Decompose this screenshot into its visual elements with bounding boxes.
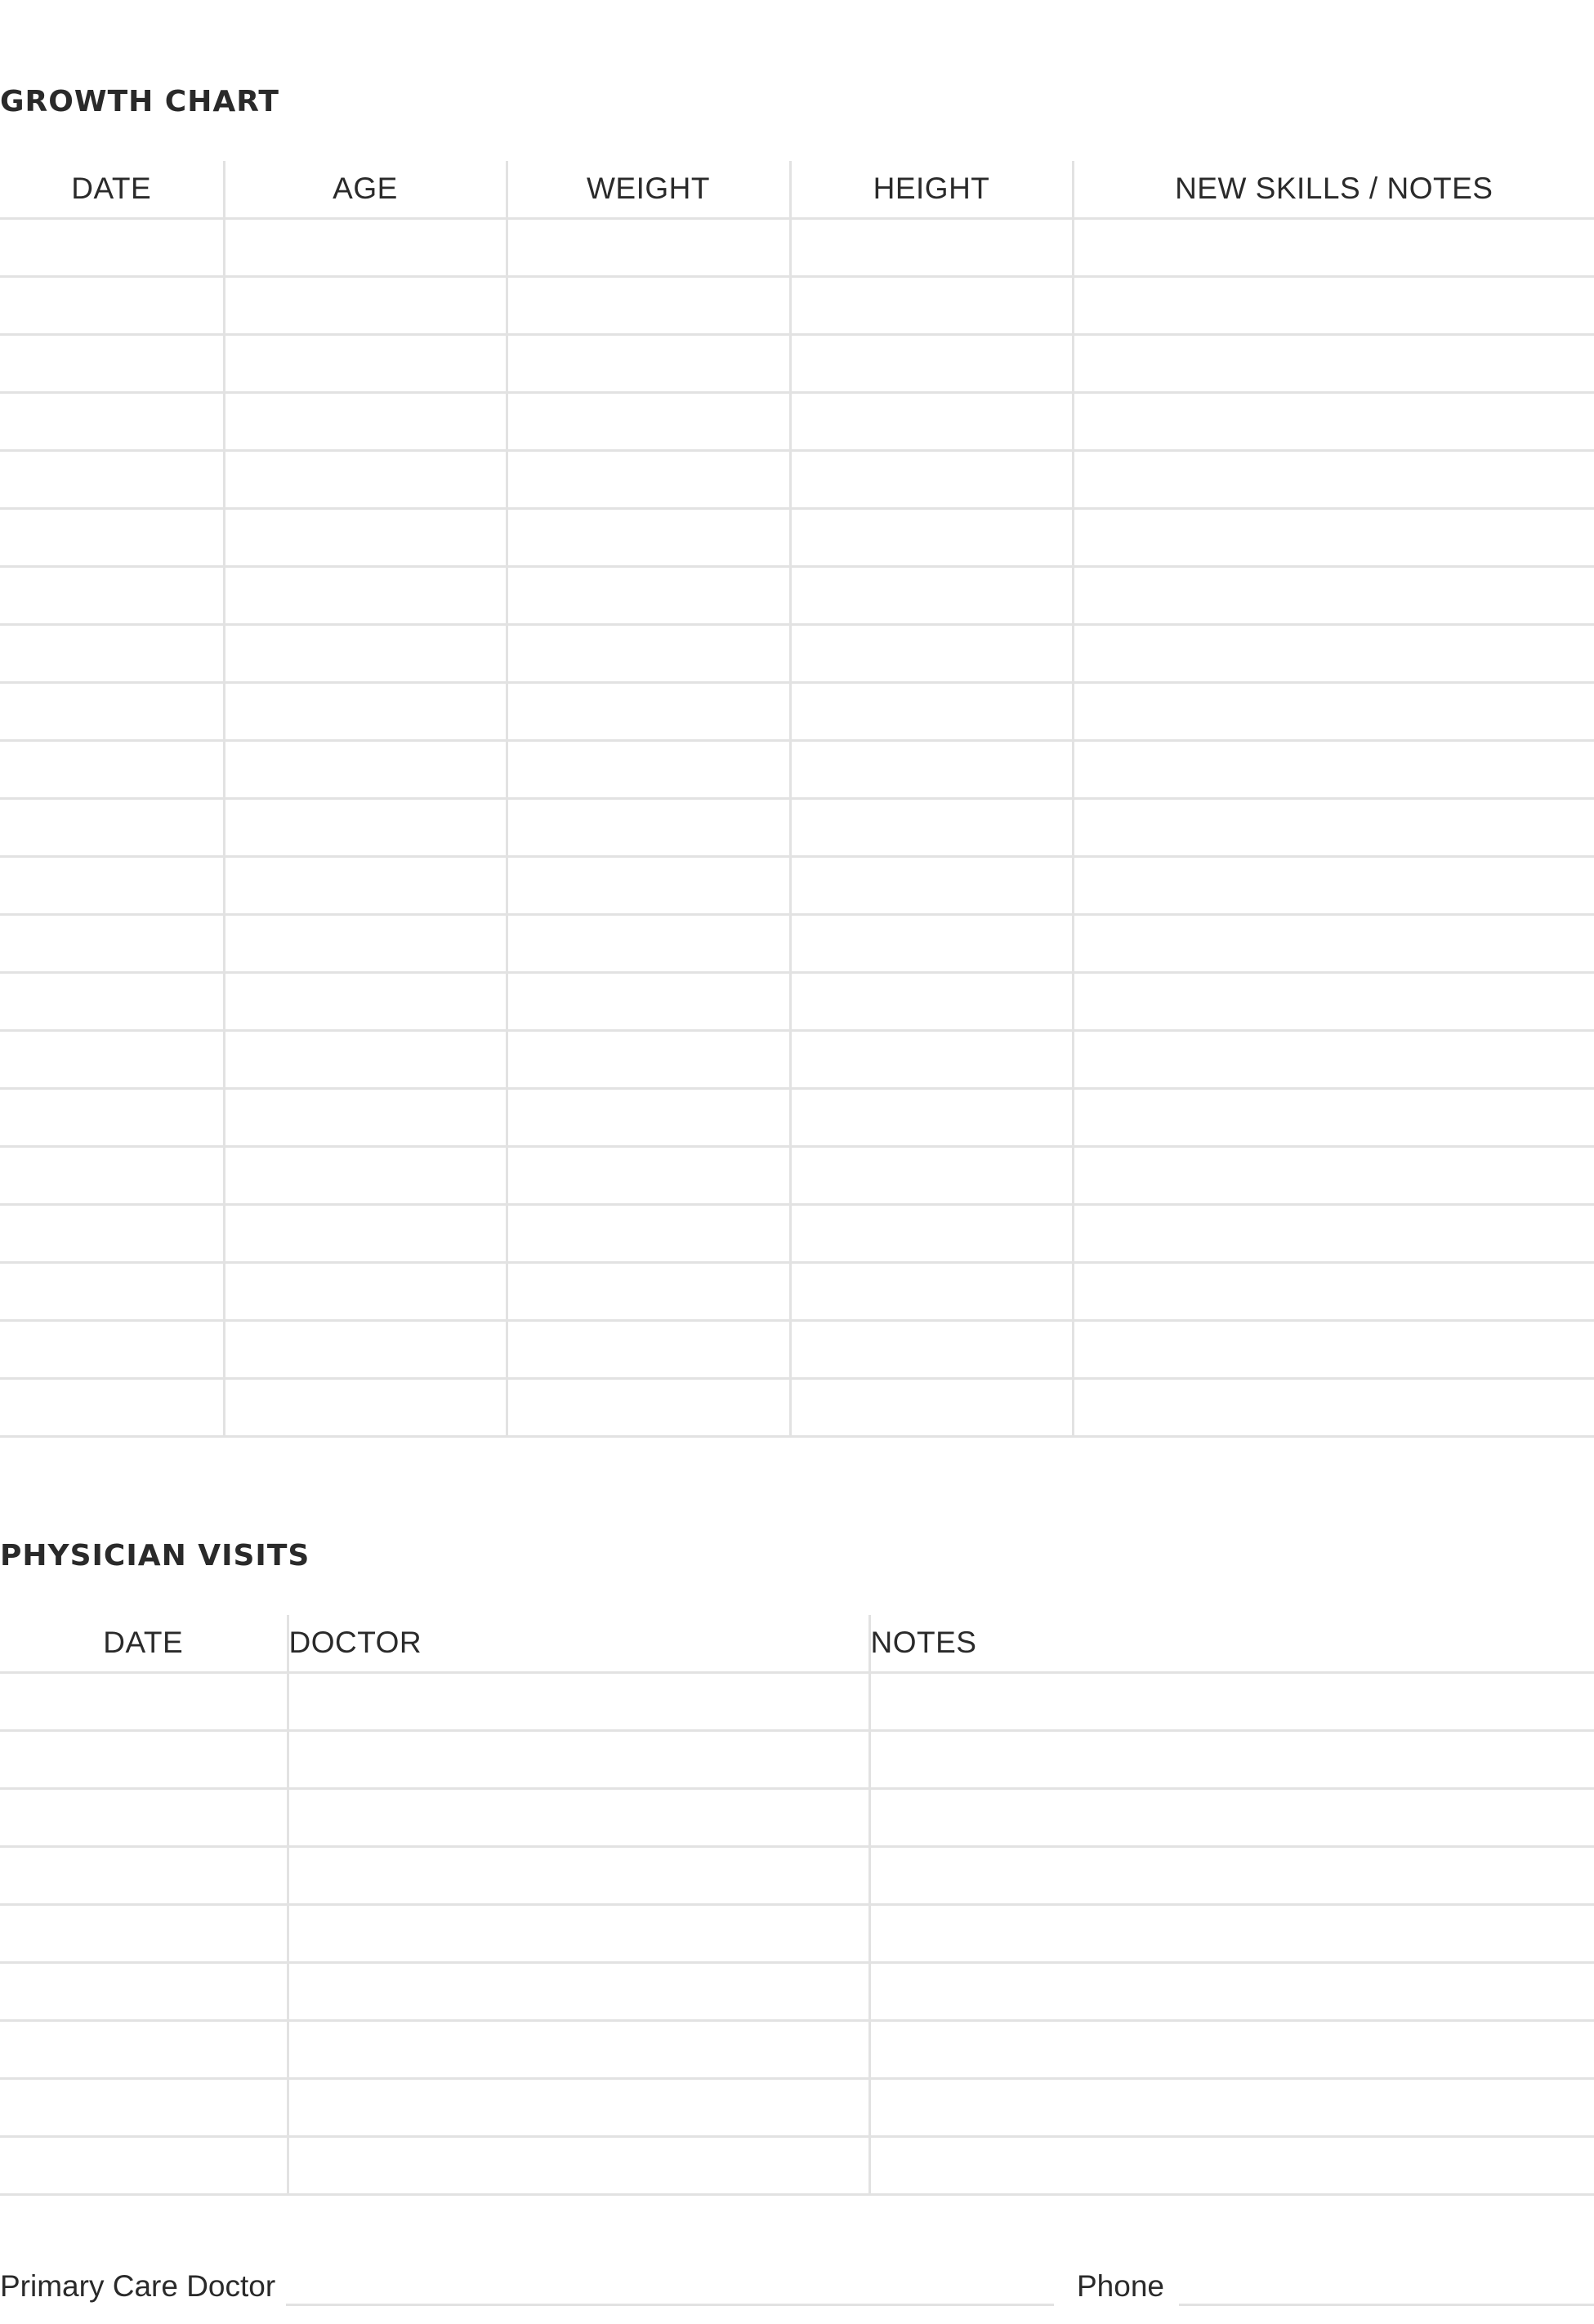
growth-cell[interactable] bbox=[1073, 1320, 1594, 1378]
growth-cell[interactable] bbox=[507, 624, 790, 682]
growth-cell[interactable] bbox=[224, 276, 507, 334]
growth-cell[interactable] bbox=[790, 972, 1073, 1030]
growth-cell[interactable] bbox=[1073, 392, 1594, 450]
growth-cell[interactable] bbox=[0, 1204, 224, 1262]
phone-field[interactable] bbox=[1179, 2304, 1594, 2306]
growth-cell[interactable] bbox=[790, 682, 1073, 740]
growth-cell[interactable] bbox=[1073, 972, 1594, 1030]
physician-visits-table bbox=[0, 1615, 1594, 2196]
visits-col-date: DATE bbox=[0, 1615, 288, 1672]
growth-cell[interactable] bbox=[0, 798, 224, 856]
table-row bbox=[0, 1262, 1594, 1320]
growth-cell[interactable] bbox=[0, 1088, 224, 1146]
growth-cell[interactable] bbox=[224, 1204, 507, 1262]
visits-cell[interactable] bbox=[0, 2136, 288, 2194]
growth-cell[interactable] bbox=[507, 740, 790, 798]
growth-cell[interactable] bbox=[790, 334, 1073, 392]
growth-cell[interactable] bbox=[790, 798, 1073, 856]
growth-cell[interactable] bbox=[224, 508, 507, 566]
visits-cell[interactable] bbox=[0, 1962, 288, 2020]
physician-visits-header-row bbox=[0, 1615, 1594, 1672]
growth-cell[interactable] bbox=[1073, 276, 1594, 334]
growth-cell[interactable] bbox=[224, 856, 507, 914]
growth-cell[interactable] bbox=[1073, 798, 1594, 856]
growth-cell[interactable] bbox=[224, 1378, 507, 1436]
growth-col-weight: WEIGHT bbox=[507, 161, 790, 218]
growth-cell[interactable] bbox=[790, 276, 1073, 334]
growth-cell[interactable] bbox=[507, 1088, 790, 1146]
visits-cell[interactable] bbox=[288, 1730, 869, 1788]
growth-cell[interactable] bbox=[0, 566, 224, 624]
table-row bbox=[0, 1904, 1594, 1962]
growth-cell[interactable] bbox=[507, 218, 790, 276]
growth-cell[interactable] bbox=[224, 1146, 507, 1204]
growth-cell[interactable] bbox=[1073, 450, 1594, 508]
growth-cell[interactable] bbox=[224, 798, 507, 856]
table-row bbox=[0, 740, 1594, 798]
growth-cell[interactable] bbox=[224, 566, 507, 624]
growth-cell[interactable] bbox=[790, 566, 1073, 624]
growth-cell[interactable] bbox=[0, 856, 224, 914]
growth-cell[interactable] bbox=[224, 1088, 507, 1146]
growth-cell[interactable] bbox=[0, 624, 224, 682]
growth-cell[interactable] bbox=[507, 334, 790, 392]
growth-cell[interactable] bbox=[790, 1320, 1073, 1378]
growth-cell[interactable] bbox=[507, 856, 790, 914]
visits-cell[interactable] bbox=[0, 2078, 288, 2136]
growth-cell[interactable] bbox=[0, 972, 224, 1030]
growth-cell[interactable] bbox=[507, 1378, 790, 1436]
growth-cell[interactable] bbox=[507, 914, 790, 972]
growth-cell[interactable] bbox=[790, 508, 1073, 566]
growth-cell[interactable] bbox=[790, 624, 1073, 682]
table-row bbox=[0, 682, 1594, 740]
table-row bbox=[0, 972, 1594, 1030]
growth-cell[interactable] bbox=[0, 508, 224, 566]
visits-cell[interactable] bbox=[0, 2020, 288, 2078]
growth-cell[interactable] bbox=[507, 392, 790, 450]
physician-visits-title: PHYSICIAN VISITS bbox=[0, 1539, 310, 1572]
table-row bbox=[0, 1846, 1594, 1904]
footer bbox=[0, 2268, 1594, 2308]
table-row bbox=[0, 1146, 1594, 1204]
visits-cell[interactable] bbox=[0, 1672, 288, 1730]
primary-care-doctor-field[interactable] bbox=[286, 2304, 1054, 2306]
growth-cell[interactable] bbox=[1073, 1378, 1594, 1436]
growth-cell[interactable] bbox=[507, 1262, 790, 1320]
growth-cell[interactable] bbox=[790, 450, 1073, 508]
table-row bbox=[0, 2020, 1594, 2078]
growth-cell[interactable] bbox=[224, 218, 507, 276]
table-row bbox=[0, 334, 1594, 392]
growth-cell[interactable] bbox=[790, 1030, 1073, 1088]
growth-cell[interactable] bbox=[1073, 334, 1594, 392]
table-row bbox=[0, 1962, 1594, 2020]
visits-cell[interactable] bbox=[288, 2078, 869, 2136]
growth-cell[interactable] bbox=[224, 740, 507, 798]
growth-cell[interactable] bbox=[1073, 1204, 1594, 1262]
growth-cell[interactable] bbox=[0, 450, 224, 508]
visits-cell[interactable] bbox=[869, 1730, 1594, 1788]
table-row bbox=[0, 624, 1594, 682]
visits-cell[interactable] bbox=[869, 2020, 1594, 2078]
table-row bbox=[0, 2078, 1594, 2136]
table-row bbox=[0, 276, 1594, 334]
visits-col-notes: NOTES bbox=[869, 1615, 1594, 1672]
growth-cell[interactable] bbox=[0, 1262, 224, 1320]
growth-cell[interactable] bbox=[507, 798, 790, 856]
growth-cell[interactable] bbox=[1073, 1030, 1594, 1088]
table-row bbox=[0, 1788, 1594, 1846]
growth-cell[interactable] bbox=[507, 566, 790, 624]
growth-chart-header-row bbox=[0, 161, 1594, 218]
growth-cell[interactable] bbox=[0, 392, 224, 450]
visits-cell[interactable] bbox=[869, 1846, 1594, 1904]
growth-cell[interactable] bbox=[507, 972, 790, 1030]
growth-cell[interactable] bbox=[0, 1146, 224, 1204]
table-row bbox=[0, 1204, 1594, 1262]
growth-cell[interactable] bbox=[0, 682, 224, 740]
growth-cell[interactable] bbox=[0, 1320, 224, 1378]
visits-cell[interactable] bbox=[0, 1788, 288, 1846]
growth-cell[interactable] bbox=[507, 682, 790, 740]
table-row bbox=[0, 914, 1594, 972]
growth-col-height: HEIGHT bbox=[790, 161, 1073, 218]
visits-col-doctor: DOCTOR bbox=[288, 1615, 869, 1672]
growth-cell[interactable] bbox=[224, 1030, 507, 1088]
table-row bbox=[0, 566, 1594, 624]
visits-cell[interactable] bbox=[869, 1904, 1594, 1962]
growth-cell[interactable] bbox=[0, 1030, 224, 1088]
visits-cell[interactable] bbox=[288, 1846, 869, 1904]
phone-label: Phone bbox=[1077, 2269, 1164, 2303]
table-row bbox=[0, 392, 1594, 450]
growth-cell[interactable] bbox=[507, 508, 790, 566]
growth-cell[interactable] bbox=[0, 334, 224, 392]
growth-cell[interactable] bbox=[224, 392, 507, 450]
growth-col-age: AGE bbox=[224, 161, 507, 218]
growth-cell[interactable] bbox=[224, 1262, 507, 1320]
growth-cell[interactable] bbox=[1073, 682, 1594, 740]
table-row bbox=[0, 798, 1594, 856]
growth-cell[interactable] bbox=[507, 1320, 790, 1378]
growth-cell[interactable] bbox=[224, 450, 507, 508]
growth-cell[interactable] bbox=[790, 392, 1073, 450]
growth-cell[interactable] bbox=[1073, 1088, 1594, 1146]
growth-col-notes: NEW SKILLS / NOTES bbox=[1073, 161, 1594, 218]
visits-cell[interactable] bbox=[288, 1788, 869, 1846]
growth-cell[interactable] bbox=[224, 914, 507, 972]
visits-cell[interactable] bbox=[288, 1672, 869, 1730]
growth-cell[interactable] bbox=[507, 1030, 790, 1088]
growth-cell[interactable] bbox=[790, 1088, 1073, 1146]
growth-cell[interactable] bbox=[1073, 1262, 1594, 1320]
growth-cell[interactable] bbox=[0, 914, 224, 972]
table-row bbox=[0, 1672, 1594, 1730]
growth-cell[interactable] bbox=[1073, 566, 1594, 624]
growth-cell[interactable] bbox=[1073, 1146, 1594, 1204]
growth-cell[interactable] bbox=[790, 914, 1073, 972]
table-row bbox=[0, 508, 1594, 566]
growth-chart-table bbox=[0, 161, 1594, 1438]
growth-chart-title: GROWTH CHART bbox=[0, 85, 279, 118]
growth-cell[interactable] bbox=[224, 334, 507, 392]
growth-cell[interactable] bbox=[790, 856, 1073, 914]
visits-cell[interactable] bbox=[288, 2136, 869, 2194]
growth-cell[interactable] bbox=[507, 1204, 790, 1262]
table-row bbox=[0, 1030, 1594, 1088]
growth-cell[interactable] bbox=[507, 1146, 790, 1204]
visits-cell[interactable] bbox=[288, 1962, 869, 2020]
growth-cell[interactable] bbox=[790, 1204, 1073, 1262]
growth-cell[interactable] bbox=[507, 276, 790, 334]
growth-cell[interactable] bbox=[224, 1320, 507, 1378]
growth-cell[interactable] bbox=[0, 276, 224, 334]
growth-cell[interactable] bbox=[224, 682, 507, 740]
growth-cell[interactable] bbox=[790, 1262, 1073, 1320]
table-row bbox=[0, 218, 1594, 276]
growth-cell[interactable] bbox=[1073, 218, 1594, 276]
growth-cell[interactable] bbox=[0, 740, 224, 798]
growth-cell[interactable] bbox=[790, 218, 1073, 276]
primary-care-doctor-label: Primary Care Doctor bbox=[0, 2269, 276, 2303]
visits-cell[interactable] bbox=[288, 1904, 869, 1962]
table-row bbox=[0, 856, 1594, 914]
table-row bbox=[0, 1320, 1594, 1378]
growth-cell[interactable] bbox=[1073, 740, 1594, 798]
table-row bbox=[0, 1088, 1594, 1146]
growth-cell[interactable] bbox=[1073, 624, 1594, 682]
growth-cell[interactable] bbox=[790, 1378, 1073, 1436]
growth-cell[interactable] bbox=[0, 1378, 224, 1436]
growth-cell[interactable] bbox=[790, 740, 1073, 798]
visits-cell[interactable] bbox=[869, 1788, 1594, 1846]
growth-cell[interactable] bbox=[224, 972, 507, 1030]
growth-cell[interactable] bbox=[1073, 914, 1594, 972]
growth-cell[interactable] bbox=[224, 624, 507, 682]
visits-cell[interactable] bbox=[869, 2136, 1594, 2194]
visits-cell[interactable] bbox=[0, 1846, 288, 1904]
visits-cell[interactable] bbox=[869, 1962, 1594, 2020]
growth-col-date: DATE bbox=[0, 161, 224, 218]
table-row bbox=[0, 2136, 1594, 2194]
growth-cell[interactable] bbox=[0, 218, 224, 276]
visits-cell[interactable] bbox=[288, 2020, 869, 2078]
table-row bbox=[0, 450, 1594, 508]
growth-cell[interactable] bbox=[1073, 856, 1594, 914]
visits-cell[interactable] bbox=[869, 1672, 1594, 1730]
visits-cell[interactable] bbox=[0, 1904, 288, 1962]
table-row bbox=[0, 1378, 1594, 1436]
visits-cell[interactable] bbox=[0, 1730, 288, 1788]
growth-cell[interactable] bbox=[790, 1146, 1073, 1204]
table-row bbox=[0, 1730, 1594, 1788]
growth-cell[interactable] bbox=[507, 450, 790, 508]
visits-cell[interactable] bbox=[869, 2078, 1594, 2136]
growth-cell[interactable] bbox=[1073, 508, 1594, 566]
